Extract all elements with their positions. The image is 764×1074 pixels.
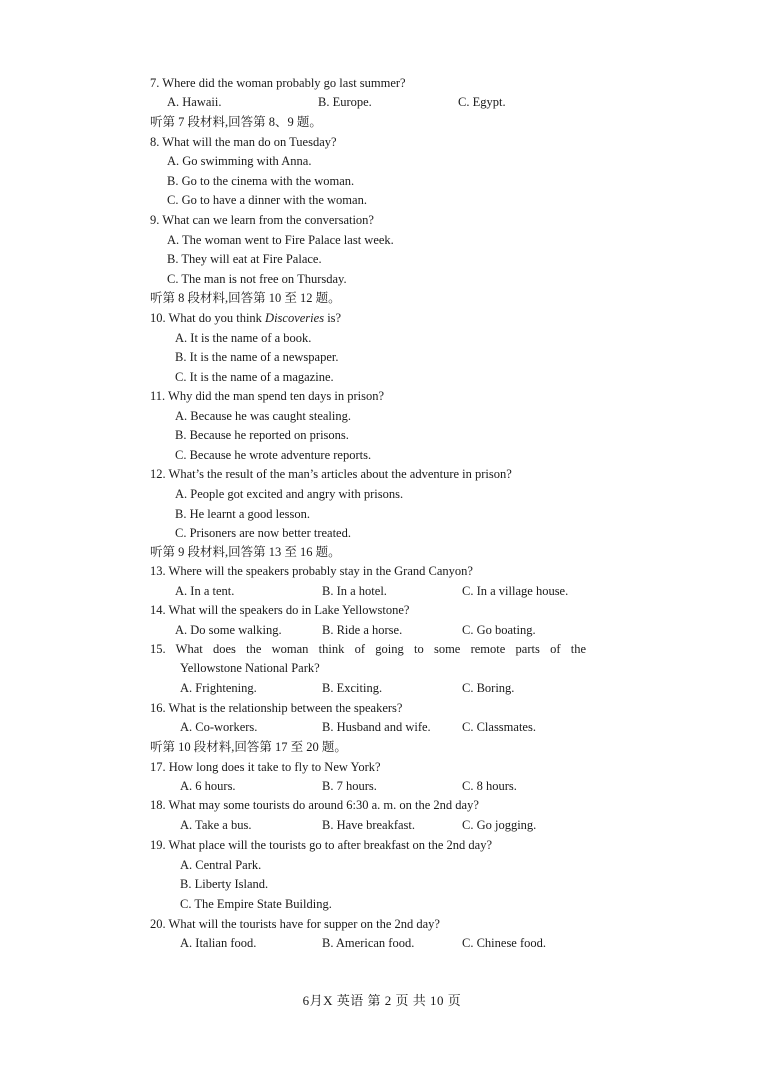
q17-option-b: B. 7 hours.	[322, 779, 377, 793]
question-20: 20. What will the tourists have for supper on the 2nd day?	[150, 917, 440, 931]
q8-option-a: A. Go swimming with Anna.	[167, 154, 312, 168]
q19-option-c: C. The Empire State Building.	[180, 897, 332, 911]
q10-option-b: B. It is the name of a newspaper.	[175, 350, 339, 364]
question-16: 16. What is the relationship between the speakers?	[150, 701, 403, 715]
question-13: 13. Where will the speakers probably stay in the Grand Canyon?	[150, 564, 473, 578]
q16-option-a: A. Co-workers.	[180, 720, 258, 734]
question-15-continued: Yellowstone National Park?	[180, 661, 320, 675]
q18-option-c: C. Go jogging.	[462, 818, 537, 832]
question-11: 11. Why did the man spend ten days in prison?	[150, 389, 384, 403]
q15-option-a: A. Frightening.	[180, 681, 257, 695]
q11-option-c: C. Because he wrote adventure reports.	[175, 448, 372, 462]
q11-option-b: B. Because he reported on prisons.	[175, 428, 349, 442]
question-7: 7. Where did the woman probably go last summer?	[150, 76, 406, 90]
q9-option-b: B. They will eat at Fire Palace.	[167, 252, 322, 266]
question-19: 19. What place will the tourists go to after breakfast on the 2nd day?	[150, 838, 493, 852]
q20-option-c: C. Chinese food.	[462, 936, 547, 950]
q19-option-a: A. Central Park.	[180, 858, 262, 872]
q11-option-a: A. Because he was caught stealing.	[175, 409, 351, 423]
q20-option-a: A. Italian food.	[180, 936, 257, 950]
section-heading-8: 听第 8 段材料,回答第 10 至 12 题。	[150, 291, 341, 305]
q15-option-b: B. Exciting.	[322, 681, 383, 695]
section-heading-10: 听第 10 段材料,回答第 17 至 20 题。	[150, 740, 347, 754]
q13-option-c: C. In a village house.	[462, 584, 569, 598]
q9-option-c: C. The man is not free on Thursday.	[167, 272, 347, 286]
section-heading-9: 听第 9 段材料,回答第 13 至 16 题。	[150, 545, 341, 559]
section-heading-7: 听第 7 段材料,回答第 8、9 题。	[150, 115, 322, 129]
q12-option-a: A. People got excited and angry with prisons.	[175, 487, 404, 501]
q7-option-a: A. Hawaii.	[167, 95, 222, 109]
question-10-text-start: 10. What do you think	[150, 311, 266, 325]
question-17: 17. How long does it take to fly to New York?	[150, 760, 381, 774]
q12-option-b: B. He learnt a good lesson.	[175, 507, 311, 521]
q8-option-c: C. Go to have a dinner with the woman.	[167, 193, 367, 207]
question-10-text-end: is?	[324, 311, 342, 325]
question-8: 8. What will the man do on Tuesday?	[150, 135, 337, 149]
question-14: 14. What will the speakers do in Lake Yellowstone?	[150, 603, 410, 617]
question-9: 9. What can we learn from the conversation?	[150, 213, 374, 227]
q16-option-b: B. Husband and wife.	[322, 720, 431, 734]
q9-option-a: A. The woman went to Fire Palace last week.	[167, 233, 394, 247]
q20-option-b: B. American food.	[322, 936, 415, 950]
q7-option-b: B. Europe.	[318, 95, 372, 109]
q7-option-c: C. Egypt.	[458, 95, 506, 109]
question-15: 15. What does the woman think of going to some remote parts of the	[150, 642, 586, 656]
q10-option-c: C. It is the name of a magazine.	[175, 370, 334, 384]
q19-option-b: B. Liberty Island.	[180, 877, 269, 891]
q14-option-a: A. Do some walking.	[175, 623, 282, 637]
q16-option-c: C. Classmates.	[462, 720, 536, 734]
q18-option-b: B. Have breakfast.	[322, 818, 416, 832]
q14-option-b: B. Ride a horse.	[322, 623, 403, 637]
question-18: 18. What may some tourists do around 6:30 a. m. on the 2nd day?	[150, 798, 479, 812]
q14-option-c: C. Go boating.	[462, 623, 536, 637]
q15-option-c: C. Boring.	[462, 681, 515, 695]
q17-option-a: A. 6 hours.	[180, 779, 236, 793]
q13-option-a: A. In a tent.	[175, 584, 235, 598]
question-12: 12. What’s the result of the man’s articles about the adventure in prison?	[150, 467, 512, 481]
question-10	[150, 311, 341, 326]
q18-option-a: A. Take a bus.	[180, 818, 252, 832]
q17-option-c: C. 8 hours.	[462, 779, 517, 793]
q8-option-b: B. Go to the cinema with the woman.	[167, 174, 355, 188]
q13-option-b: B. In a hotel.	[322, 584, 387, 598]
q10-option-a: A. It is the name of a book.	[175, 331, 312, 345]
publication-title: Discoveries	[265, 311, 325, 325]
q12-option-c: C. Prisoners are now better treated.	[175, 526, 351, 540]
page-footer: 6月X 英语 第 2 页 共 10 页	[302, 993, 462, 1008]
